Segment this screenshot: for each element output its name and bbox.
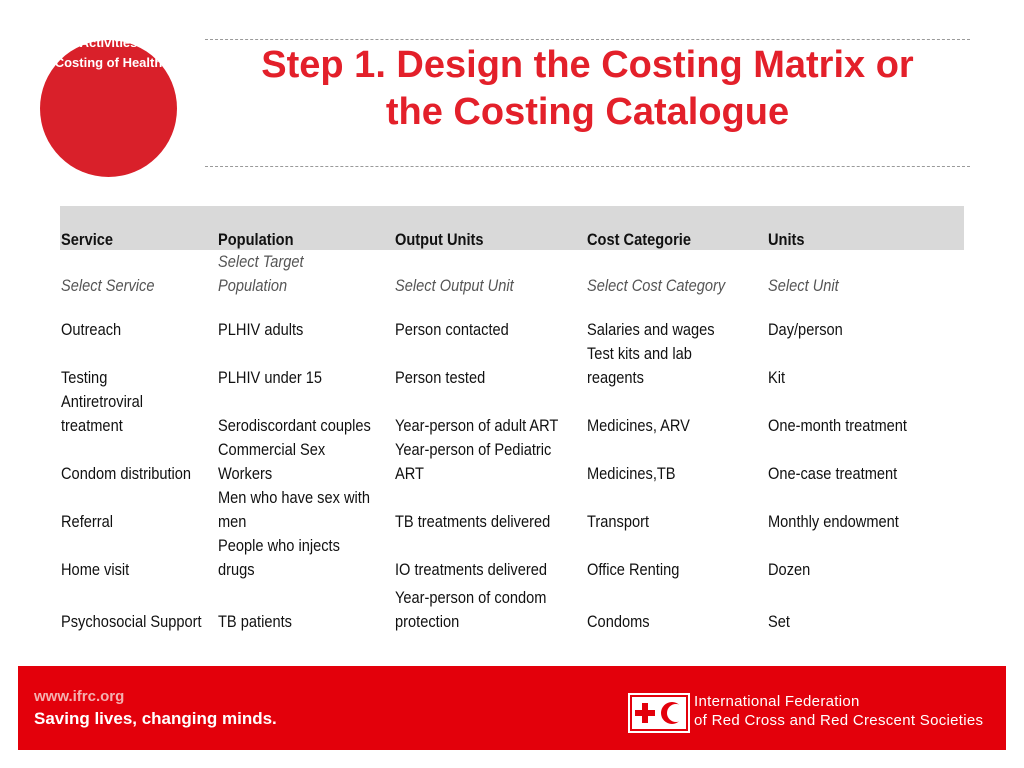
- table-row-4-unit-line: One-case treatment: [768, 464, 898, 483]
- table-row-3-cost-category-line: Medicines, ARV: [587, 416, 690, 435]
- table-row-4-population-line: Commercial Sex: [218, 440, 326, 459]
- org-line-1: International Federation: [694, 693, 860, 710]
- table-row-1-output-unit-line: Person contacted: [395, 320, 509, 339]
- org-name: [694, 692, 983, 730]
- table-row-3-service-line: treatment: [61, 416, 123, 435]
- table-row-6-output-unit-line: IO treatments delivered: [395, 560, 547, 579]
- select-row-population-line: Population: [218, 276, 288, 295]
- table-row-3-output-unit: [395, 414, 558, 438]
- title-line-2: the Costing Catalogue: [385, 91, 790, 133]
- select-row-population[interactable]: [218, 250, 304, 298]
- top-divider: [205, 39, 970, 40]
- table-row-1-cost-category-line: Salaries and wages: [587, 320, 715, 339]
- table-row-6-unit-line: Dozen: [768, 560, 811, 579]
- table-row-4-population: [218, 438, 325, 486]
- red-cross-crescent-icon: [630, 695, 688, 731]
- table-row-5-population-line: Men who have sex with: [218, 488, 370, 507]
- table-row-2-population: [218, 366, 322, 390]
- page-title: [205, 42, 970, 136]
- table-row-5-cost-category-line: Transport: [587, 512, 650, 531]
- select-row-unit[interactable]: [768, 274, 839, 298]
- table-row-2-population-line: PLHIV under 15: [218, 368, 323, 387]
- table-row-2-service-line: Testing: [61, 368, 108, 387]
- header-cost-category: Cost Categorie: [587, 230, 691, 249]
- select-row-service[interactable]: [61, 274, 154, 298]
- table-row-4-population-line: Workers: [218, 464, 273, 483]
- header-output-unit: Output Units: [395, 230, 484, 249]
- table-row-1-population-line: PLHIV adults: [218, 320, 304, 339]
- table-row-2-service: [61, 366, 107, 390]
- table-row-1-unit: [768, 318, 843, 342]
- badge-line-1: Costing of Health: [54, 54, 163, 70]
- table-row-4-cost-category: [587, 462, 676, 486]
- select-row-cost-category-line: Select Cost Category: [587, 276, 726, 295]
- table-row-5-output-unit: [395, 510, 550, 534]
- table-row-3-service: [61, 390, 143, 438]
- table-row-6-population: [218, 534, 340, 582]
- table-row-3-population-line: Serodiscordant couples: [218, 416, 371, 435]
- table-row-1-population: [218, 318, 303, 342]
- table-row-7-population: [218, 610, 292, 634]
- table-row-2-unit-line: Kit: [768, 368, 786, 387]
- table-row-6-output-unit: [395, 558, 547, 582]
- table-row-3-unit-line: One-month treatment: [768, 416, 907, 435]
- table-row-4-cost-category-line: Medicines,TB: [587, 464, 676, 483]
- table-row-7-population-line: TB patients: [218, 612, 292, 631]
- table-row-3-population: [218, 414, 371, 438]
- table-row-7-cost-category-line: Condoms: [587, 612, 650, 631]
- table-row-5-service-line: Referral: [61, 512, 114, 531]
- header-unit: Units: [768, 230, 805, 249]
- select-row-output-unit[interactable]: [395, 274, 514, 298]
- table-row-7-output-unit-line: Year-person of condom: [395, 588, 547, 607]
- table-row-4-service: [61, 462, 191, 486]
- select-row-service-line: Select Service: [61, 276, 155, 295]
- select-row-unit-line: Select Unit: [768, 276, 839, 295]
- header-population: Population: [218, 230, 294, 249]
- table-row-5-unit-line: Monthly endowment: [768, 512, 899, 531]
- table-row-5-unit: [768, 510, 899, 534]
- org-line-2: of Red Cross and Red Crescent Societies: [694, 712, 984, 729]
- select-row-output-unit-line: Select Output Unit: [395, 276, 514, 295]
- table-row-6-service: [61, 558, 129, 582]
- table-row-2-unit: [768, 366, 785, 390]
- table-row-7-service-line: Psychosocial Support: [61, 612, 202, 631]
- table-row-2-output-unit-line: Person tested: [395, 368, 486, 387]
- table-row-1-cost-category: [587, 318, 715, 342]
- select-row-cost-category[interactable]: [587, 274, 725, 298]
- table-row-1-output-unit: [395, 318, 509, 342]
- table-row-7-service: [61, 610, 202, 634]
- footer-bar: [18, 666, 1006, 750]
- table-row-7-output-unit: [395, 586, 546, 634]
- table-row-7-unit: [768, 610, 790, 634]
- ifrc-logo: [628, 693, 690, 733]
- table-row-7-cost-category: [587, 610, 650, 634]
- table-row-5-population: [218, 486, 370, 534]
- table-row-4-output-unit-line: ART: [395, 464, 424, 483]
- footer-url[interactable]: www.ifrc.org: [34, 688, 125, 705]
- table-row-6-population-line: drugs: [218, 560, 255, 579]
- select-row-population-line: Select Target: [218, 252, 304, 271]
- header-service: Service: [61, 230, 114, 249]
- footer-slogan: Saving lives, changing minds.: [34, 709, 277, 728]
- table-row-6-unit: [768, 558, 810, 582]
- table-row-3-output-unit-line: Year-person of adult ART: [395, 416, 559, 435]
- table-row-4-output-unit-line: Year-person of Pediatric: [395, 440, 552, 459]
- table-row-3-service-line: Antiretroviral: [61, 392, 144, 411]
- table-row-3-unit: [768, 414, 907, 438]
- table-row-2-cost-category-line: Test kits and lab: [587, 344, 692, 363]
- table-row-7-output-unit-line: protection: [395, 612, 460, 631]
- section-badge: [40, 35, 177, 177]
- table-row-6-population-line: People who injects: [218, 536, 340, 555]
- table-row-6-cost-category: [587, 558, 679, 582]
- table-row-4-output-unit: [395, 438, 551, 486]
- bottom-divider: [205, 166, 970, 167]
- table-row-1-service: [61, 318, 121, 342]
- table-row-3-cost-category: [587, 414, 690, 438]
- table-row-5-population-line: men: [218, 512, 247, 531]
- table-row-7-unit-line: Set: [768, 612, 790, 631]
- title-line-1: Step 1. Design the Costing Matrix or: [261, 44, 914, 86]
- table-header-band: [60, 206, 964, 250]
- table-row-5-output-unit-line: TB treatments delivered: [395, 512, 551, 531]
- table-row-1-service-line: Outreach: [61, 320, 122, 339]
- badge-line-2: Activities: [79, 35, 138, 51]
- table-row-4-service-line: Condom distribution: [61, 464, 192, 483]
- table-row-6-cost-category-line: Office Renting: [587, 560, 680, 579]
- table-row-2-cost-category: [587, 342, 692, 390]
- table-row-6-service-line: Home visit: [61, 560, 130, 579]
- table-row-4-unit: [768, 462, 897, 486]
- table-row-1-unit-line: Day/person: [768, 320, 843, 339]
- table-row-2-cost-category-line: reagents: [587, 368, 644, 387]
- table-row-5-service: [61, 510, 113, 534]
- table-row-5-cost-category: [587, 510, 649, 534]
- table-row-2-output-unit: [395, 366, 485, 390]
